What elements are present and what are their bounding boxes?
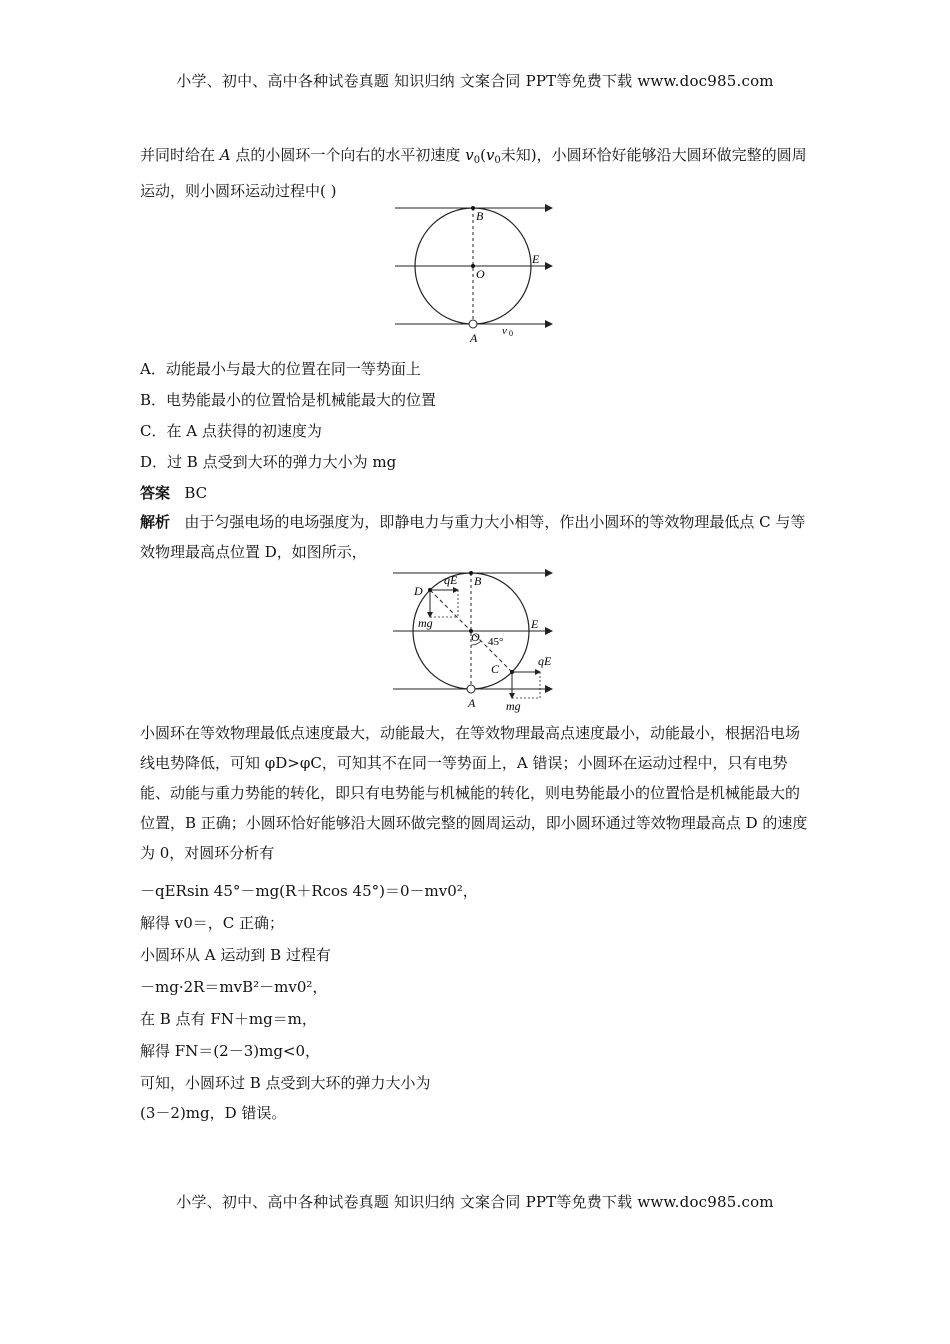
analysis-p2: 小圆环在等效物理最低点速度最大，动能最大，在等效物理最高点速度最小，动能最小，根据沿电场线电势降低，可知 φD>φC，可知其不在同一等势面上，A 错误；小圆环在运动过程中，只有电势能、动能与重力势能的转化，即只有电势能与机械能的转化，则电势能最小的位置恰是机械能最大的位置，B 正确；小圆环恰好能够沿大圆环做完整的圆周运动，即小圆环通过等效物理最高点 D 的速度为 0，对圆环分析有 xyxy=(140,724,808,862)
analysis-line-4: 在 B 点有 FN＋mg＝m， xyxy=(140,1010,317,1028)
question-stem xyxy=(140,140,812,206)
label-c: C xyxy=(491,662,500,676)
point-b-dot xyxy=(471,206,475,210)
label-mg-left: mg xyxy=(418,616,433,630)
small-ring xyxy=(469,320,477,328)
stem-v0-sub: 0 xyxy=(473,155,481,166)
analysis-p1 xyxy=(140,507,812,567)
option-b-label: B． xyxy=(140,391,167,409)
label-v0-sub: 0 xyxy=(509,329,513,338)
option-a xyxy=(140,358,421,379)
stem-text-3: 未知)，小圆环恰好能够沿大圆环做完整的圆周运动，则小圆环运动过程中( ) xyxy=(140,146,807,200)
analysis-p1-text: 由于匀强电场的电场强度为，即静电力与重力大小相等，作出小圆环的等效物理最低点 C 与等效物理最高点位置 D，如图所示， xyxy=(140,513,806,561)
analysis-eq1: －qERsin 45°－mg(R＋Rcos 45°)＝0－mv0²， xyxy=(140,882,478,900)
analysis-line-7: (3－2)mg，D 错误。 xyxy=(140,1104,287,1122)
label-o: O xyxy=(476,267,485,281)
label-qe-top: qE xyxy=(444,573,458,587)
page-header: 小学、初中、高中各种试卷真题 知识归纳 文案合同 PPT等免费下载 www.doc985.com xyxy=(176,72,774,90)
stem-point-a: A xyxy=(219,146,231,164)
stem-v0-inner: v xyxy=(485,146,495,164)
label-v0: v xyxy=(502,325,507,337)
answer-line xyxy=(140,482,207,503)
label-b-2: B xyxy=(474,574,482,588)
answer-label: 答案 xyxy=(140,484,171,502)
label-d: D xyxy=(414,584,423,598)
figure-2 xyxy=(388,565,560,713)
center-dot xyxy=(471,264,475,268)
analysis-eq2: －mg·2R＝mvB²－mv0²， xyxy=(140,978,328,996)
label-mg-bottom: mg xyxy=(506,699,521,713)
stem-paren-open: ( xyxy=(480,146,486,164)
label-e-2: E xyxy=(531,617,539,631)
small-ring-2 xyxy=(467,685,475,693)
label-qe-right: qE xyxy=(538,654,552,668)
option-c xyxy=(140,420,322,441)
label-angle: 45° xyxy=(488,636,504,648)
label-a: A xyxy=(470,331,478,345)
stem-text-1: 并同时给在 xyxy=(140,146,216,164)
label-b: B xyxy=(476,209,484,223)
option-c-label: C． xyxy=(140,422,167,440)
point-b-dot-2 xyxy=(469,571,473,575)
stem-v0-inner-sub: 0 xyxy=(494,155,501,166)
option-c-text: 在 A 点获得的初速度为 xyxy=(166,422,322,440)
stem-text-2: 点的小圆环一个向右的水平初速度 xyxy=(235,146,461,164)
analysis-line-5: 解得 FN＝(2－3)mg<0， xyxy=(140,1042,321,1060)
analysis-line-3: 小圆环从 A 运动到 B 过程有 xyxy=(140,946,331,964)
label-o-2: O xyxy=(471,630,480,644)
page-footer: 小学、初中、高中各种试卷真题 知识归纳 文案合同 PPT等免费下载 www.doc985.com xyxy=(176,1193,774,1211)
option-a-text: 动能最小与最大的位置在同一等势面上 xyxy=(165,360,421,378)
option-d xyxy=(140,451,396,472)
analysis-line-2: 解得 v0＝，C 正确； xyxy=(140,914,285,932)
answer-value: BC xyxy=(184,484,208,502)
option-b-text: 电势能最小的位置恰是机械能最大的位置 xyxy=(166,391,437,409)
option-d-label: D． xyxy=(140,453,168,471)
analysis-line-6: 可知，小圆环过 B 点受到大环的弹力大小为 xyxy=(140,1074,431,1092)
stem-v0: v xyxy=(465,146,474,164)
option-a-label: A． xyxy=(140,360,166,378)
option-b xyxy=(140,389,436,410)
option-d-text: 过 B 点受到大环的弹力大小为 mg xyxy=(167,453,397,471)
analysis-label: 解析 xyxy=(140,513,171,531)
figure-1 xyxy=(390,200,560,350)
label-e: E xyxy=(532,252,540,266)
label-a-2: A xyxy=(468,696,476,710)
